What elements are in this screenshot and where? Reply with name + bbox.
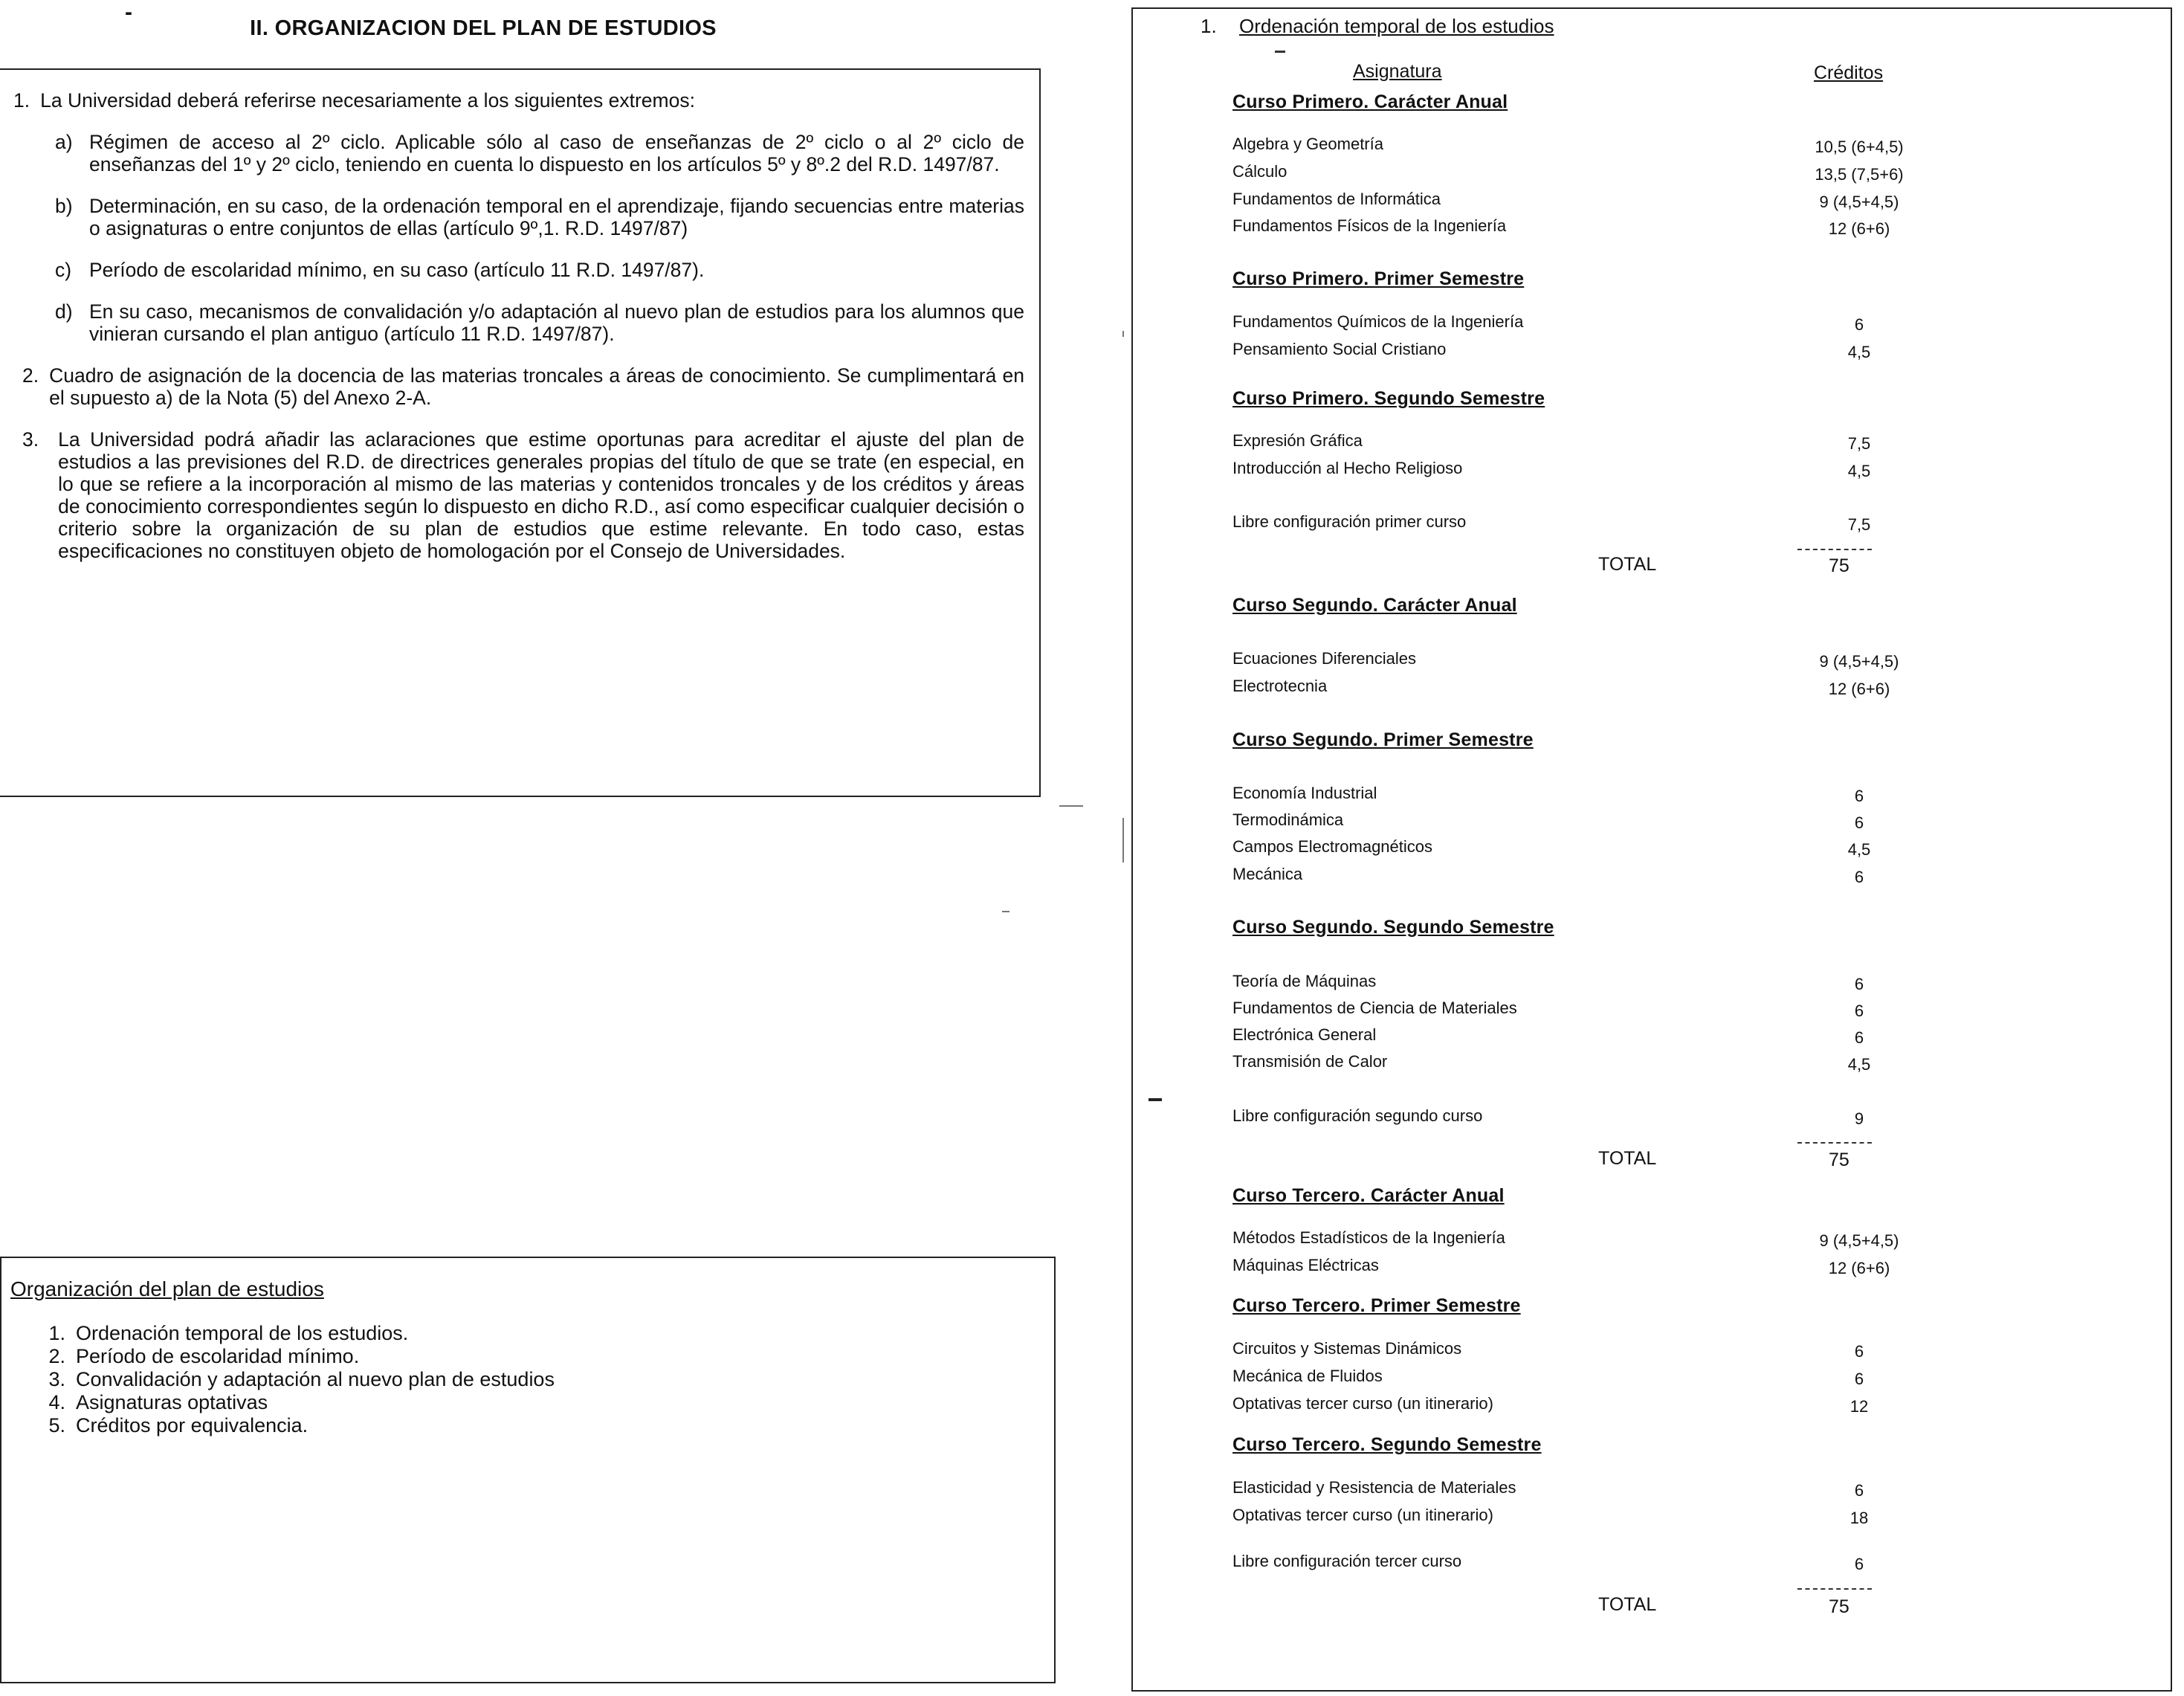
stray-mark: - [125,0,132,25]
subject-name: Máquinas Eléctricas [1232,1256,1379,1274]
item-number: 1. [13,89,30,112]
subject-column-header: Asignatura [1353,61,1442,82]
credits-value: 4,5 [1847,840,1871,859]
credits-value: 9 (4,5+4,5) [1819,193,1899,211]
subject-name: Transmisión de Calor [1232,1052,1388,1071]
table-row [1232,999,2050,1019]
subject-name: Fundamentos Físicos de la Ingeniería [1232,216,1507,235]
subject-name: Fundamentos Químicos de la Ingeniería [1232,312,1524,331]
credits-value: 4,5 [1847,343,1871,361]
section-title: Curso Segundo. Segundo Semestre [1232,917,1554,938]
item-text: La Universidad deberá referirse necesariamente a los siguientes extremos: [40,89,695,112]
section-title: Curso Primero. Segundo Semestre [1232,388,1545,409]
section-number: 1. [1201,15,1217,37]
scan-mark [1059,805,1083,807]
subject-name: Introducción al Hecho Religioso [1232,459,1463,477]
list-number: 1. [48,1322,65,1344]
table-row [1232,1052,2050,1073]
table-row [1232,135,2050,155]
item-text: Cuadro de asignación de la docencia de las materias troncales a áreas de conocimiento. Se cumplimentará en el supuesto a) de la Nota (5) del Anexo 2-A. [49,364,1024,409]
sub-item-c [55,259,1024,281]
requirement-item-1 [13,89,1024,112]
list-number: 5. [48,1414,65,1437]
sub-item-d [55,300,1024,345]
organization-summary-box [0,1257,1056,1683]
list-number: 2. [48,1345,65,1367]
credits-value: 6 [1854,868,1864,886]
list-item [39,1391,555,1414]
table-row [1232,865,2050,886]
table-row [1232,1367,2050,1387]
credits-column-header: Créditos [1814,62,1884,83]
total-separator [1797,1588,1872,1590]
subject-name: Optativas tercer curso (un itinerario) [1232,1394,1493,1413]
credits-value: 10,5 (6+4,5) [1815,138,1904,156]
organization-summary-title: Organización del plan de estudios [10,1277,324,1300]
subject-name: Libre configuración segundo curso [1232,1106,1483,1125]
credits-value: 6 [1854,1555,1864,1573]
list-text: Período de escolaridad mínimo. [76,1345,360,1367]
credits-value: 7,5 [1847,434,1871,453]
scan-mark [1122,331,1124,337]
table-row [1232,972,2050,993]
credits-value: 6 [1854,813,1864,832]
sub-item-label: a) [55,131,73,153]
credits-value: 18 [1849,1509,1869,1527]
credits-value: 12 (6+6) [1828,1259,1890,1277]
section-title: Curso Segundo. Primer Semestre [1232,729,1534,750]
credits-value: 9 [1854,1109,1864,1128]
scan-mark [1275,51,1285,53]
list-item [39,1368,555,1391]
total-value: 75 [1829,1150,1849,1170]
subject-name: Campos Electromagnéticos [1232,837,1433,856]
total-label: TOTAL [1598,554,1657,575]
subject-name: Fundamentos de Informática [1232,190,1441,208]
section-title: Curso Tercero. Primer Semestre [1232,1295,1521,1316]
table-row [1232,512,2050,533]
list-number: 4. [48,1391,65,1413]
table-row [1232,1025,2050,1046]
list-item [39,1345,555,1368]
list-text: Asignaturas optativas [76,1391,268,1413]
subject-name: Teoría de Máquinas [1232,972,1377,990]
list-item [39,1414,555,1437]
subject-name: Cálculo [1232,162,1288,181]
subject-name: Circuitos y Sistemas Dinámicos [1232,1339,1462,1358]
list-text: Convalidación y adaptación al nuevo plan de estudios [76,1368,555,1390]
requirements-box [0,68,1041,797]
table-row [1232,312,2050,333]
credits-value: 13,5 (7,5+6) [1815,165,1904,184]
subject-name: Optativas tercer curso (un itinerario) [1232,1506,1493,1524]
table-row [1232,1552,2050,1573]
table-row [1232,677,2050,697]
table-row [1232,431,2050,452]
credits-value: 4,5 [1847,1055,1871,1074]
credits-value: 6 [1854,787,1864,805]
sub-item-label: c) [55,259,72,281]
total-separator [1797,1142,1872,1144]
total-value: 75 [1829,555,1849,576]
subject-name: Libre configuración primer curso [1232,512,1467,531]
table-row [1232,340,2050,361]
sub-item-text: Determinación, en su caso, de la ordenación temporal en el aprendizaje, fijando secuencias entre materias o asignaturas o entre conjuntos de ellas (artículo 9º,1. R.D. 1497/87) [89,195,1024,239]
subject-name: Algebra y Geometría [1232,135,1383,153]
credits-value: 12 (6+6) [1828,219,1890,238]
table-row [1232,837,2050,858]
section-title: Curso Primero. Carácter Anual [1232,91,1508,112]
subject-name: Ecuaciones Diferenciales [1232,649,1417,668]
subject-name: Elasticidad y Resistencia de Materiales [1232,1478,1516,1497]
list-text: Ordenación temporal de los estudios. [76,1322,409,1344]
subject-name: Métodos Estadísticos de la Ingeniería [1232,1228,1505,1247]
credits-value: 7,5 [1847,515,1871,534]
table-row [1232,1506,2050,1526]
subject-name: Termodinámica [1232,810,1344,829]
subject-name: Electrotecnia [1232,677,1328,695]
sub-item-label: b) [55,195,73,217]
list-text: Créditos por equivalencia. [76,1414,308,1437]
table-row [1232,162,2050,183]
credits-value: 6 [1854,1342,1864,1361]
item-text: La Universidad podrá añadir las aclaraciones que estime oportunas para acreditar el ajuste del plan de estudios a las previsiones del R.D. de directrices generales propias del título de que se trate (en especial, en lo que se refiere a la incorporación al mismo de las materias y contenidos troncales y de los créditos y áreas de conocimiento correspondientes según lo dispuesto en dicho R.D., así como especificar cualquier decisión o criterio sobre la organización de su plan de estudios que estime relevante. En todo caso, estas especificaciones no constituyen objeto de homologación por el Consejo de Universidades. [58,428,1024,562]
table-row [1232,1256,2050,1277]
subject-name: Expresión Gráfica [1232,431,1363,450]
section-title: Curso Tercero. Segundo Semestre [1232,1434,1542,1455]
subject-name: Economía Industrial [1232,784,1377,802]
sub-item-label: d) [55,300,73,323]
credits-value: 4,5 [1847,462,1871,480]
item-number: 3. [22,428,39,451]
list-number: 3. [48,1368,65,1390]
table-row [1232,1478,2050,1499]
page-title: II. ORGANIZACION DEL PLAN DE ESTUDIOS [250,16,717,40]
credits-value: 6 [1854,1028,1864,1047]
requirement-item-2 [22,364,1024,409]
credits-value: 6 [1854,1481,1864,1500]
table-row [1232,810,2050,831]
table-row [1232,190,2050,210]
list-item [39,1322,555,1345]
credits-value: 6 [1854,315,1864,334]
subject-name: Mecánica [1232,865,1303,883]
subject-name: Libre configuración tercer curso [1232,1552,1462,1570]
sub-item-text: Régimen de acceso al 2º ciclo. Aplicable sólo al caso de enseñanzas de 2º ciclo o al 2º ciclo de enseñanzas del 1º y 2º ciclo, teniendo en cuenta lo dispuesto en los artículos 5º y 8º.2 del R.D. 1497/87. [89,131,1024,175]
table-row [1232,784,2050,805]
total-label: TOTAL [1598,1594,1657,1615]
sub-item-text: Período de escolaridad mínimo, en su caso (artículo 11 R.D. 1497/87). [89,259,705,281]
scan-mark [1122,818,1124,862]
table-row [1232,1106,2050,1127]
credits-value: 6 [1854,1002,1864,1020]
credits-value: 12 (6+6) [1828,680,1890,698]
section-title: Curso Primero. Primer Semestre [1232,268,1525,289]
sub-item-text: En su caso, mecanismos de convalidación y/o adaptación al nuevo plan de estudios para los alumnos que vinieran cursando el plan antiguo (artículo 11 R.D. 1497/87). [89,300,1024,345]
table-row [1232,216,2050,237]
total-value: 75 [1829,1596,1849,1617]
table-row [1232,1394,2050,1415]
credits-value: 9 (4,5+4,5) [1819,1231,1899,1250]
sub-item-b [55,195,1024,239]
sub-item-a [55,131,1024,175]
total-label: TOTAL [1598,1148,1657,1169]
credits-value: 6 [1854,1370,1864,1388]
scan-mark [1002,911,1009,912]
subject-name: Electrónica General [1232,1025,1377,1044]
subject-name: Pensamiento Social Cristiano [1232,340,1447,358]
item-number: 2. [22,364,39,387]
organization-summary-list [39,1322,555,1437]
credits-value: 6 [1854,975,1864,993]
total-separator [1797,549,1872,550]
section-title: Curso Tercero. Carácter Anual [1232,1185,1505,1206]
table-row [1232,459,2050,480]
table-row [1232,1228,2050,1249]
table-row [1232,649,2050,670]
subject-name: Fundamentos de Ciencia de Materiales [1232,999,1517,1017]
credits-value: 9 (4,5+4,5) [1819,652,1899,671]
subject-name: Mecánica de Fluidos [1232,1367,1383,1385]
credits-value: 12 [1849,1397,1869,1416]
schedule-heading: Ordenación temporal de los estudios [1239,15,1554,37]
section-title: Curso Segundo. Carácter Anual [1232,595,1517,616]
requirement-item-3 [22,428,1024,562]
table-row [1232,1339,2050,1360]
